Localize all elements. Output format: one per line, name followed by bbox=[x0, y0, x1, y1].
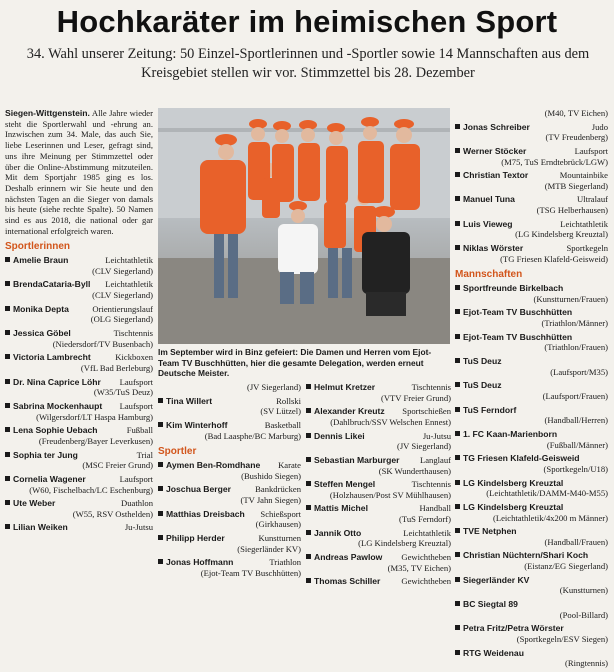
club-name: (SV Lützel) bbox=[260, 406, 301, 417]
athlete-name: Dennis Likei bbox=[306, 431, 365, 442]
sport-discipline: Laufsport bbox=[119, 473, 153, 484]
entry-headline bbox=[5, 425, 153, 436]
list-item bbox=[158, 382, 301, 393]
club-name: (Wilgersdorf/LT Haspa Hamburg) bbox=[36, 411, 153, 422]
club-name: (Niedersdorf/TV Busenbach) bbox=[52, 338, 153, 349]
entry-headline bbox=[306, 382, 451, 393]
club-name: (Fußball/Männer) bbox=[546, 439, 608, 450]
list-item bbox=[455, 170, 608, 191]
club-name: (W35/TuS Deuz) bbox=[93, 387, 153, 398]
column-lead bbox=[5, 108, 153, 536]
sport-discipline: Duathlon bbox=[121, 498, 153, 509]
list-item bbox=[455, 623, 608, 644]
club-name: (CLV Siegerland) bbox=[92, 265, 153, 276]
entry-headline bbox=[158, 557, 301, 568]
list-item bbox=[306, 576, 451, 587]
list-item bbox=[5, 304, 153, 325]
entry-headline bbox=[455, 380, 608, 391]
entry-headline bbox=[5, 304, 153, 315]
list-item bbox=[158, 396, 301, 417]
sport-discipline: Basketball bbox=[264, 419, 301, 430]
sport-discipline: Ju-Jutsu bbox=[422, 430, 451, 441]
entry-headline bbox=[455, 170, 608, 181]
club-name: (MTB Siegerland) bbox=[544, 180, 608, 191]
sport-discipline: Langlauf bbox=[419, 454, 451, 465]
photo-caption bbox=[158, 347, 450, 379]
sport-discipline: Handball bbox=[419, 503, 451, 514]
entry-headline bbox=[306, 552, 451, 563]
athlete-name: Christian Textor bbox=[455, 170, 528, 181]
sport-discipline: Leichtathletik bbox=[105, 279, 153, 290]
list-item bbox=[455, 219, 608, 240]
entry-headline bbox=[306, 455, 451, 466]
sport-discipline: Tischtennis bbox=[113, 328, 153, 339]
list-item bbox=[455, 550, 608, 571]
list-item bbox=[5, 474, 153, 495]
list-item bbox=[306, 503, 451, 524]
list-item bbox=[455, 405, 608, 426]
entry-headline bbox=[455, 243, 608, 254]
sport-discipline: Leichtathletik bbox=[105, 255, 153, 266]
list-item bbox=[5, 352, 153, 373]
athlete-name: Jessica Göbel bbox=[5, 328, 71, 339]
club-name: (M35, TV Eichen) bbox=[387, 562, 451, 573]
athlete-name: Andreas Pawlow bbox=[306, 552, 382, 563]
sportler-list bbox=[158, 460, 301, 579]
entry-headline bbox=[455, 453, 608, 464]
athlete-name: TuS Ferndorf bbox=[455, 405, 516, 416]
club-name: (M40, TV Eichen) bbox=[544, 108, 608, 118]
sport-discipline: Schießsport bbox=[260, 508, 301, 519]
list-item bbox=[455, 478, 608, 499]
club-name: (LG Kindelsberg Kreuztal) bbox=[358, 538, 451, 549]
athlete-name: TG Friesen Klafeld-Geisweid bbox=[455, 453, 580, 464]
sport-discipline: Laufsport bbox=[119, 400, 153, 411]
athlete-name: Jonas Hoffmann bbox=[158, 557, 233, 568]
club-name: (CLV Siegerland) bbox=[92, 290, 153, 301]
entry-headline bbox=[455, 429, 608, 440]
athlete-name: Victoria Lambrecht bbox=[5, 352, 91, 363]
sport-discipline: Gewichtheben bbox=[401, 576, 451, 587]
athlete-name: Ejot-Team TV Buschhütten bbox=[455, 332, 572, 343]
list-item bbox=[5, 255, 153, 276]
athlete-name: Aymen Ben-Romdhane bbox=[158, 460, 260, 471]
entry-headline bbox=[455, 283, 608, 294]
entry-headline bbox=[455, 575, 608, 586]
dateline: Siegen-Wittgenstein. bbox=[5, 108, 90, 118]
list-item bbox=[306, 479, 451, 500]
list-item bbox=[158, 460, 301, 481]
club-name: (Kunstturnen/Frauen) bbox=[533, 293, 608, 304]
entry-headline bbox=[306, 479, 451, 490]
list-item bbox=[455, 599, 608, 620]
list-item bbox=[306, 382, 451, 403]
sport-discipline: Tischtennis bbox=[411, 382, 451, 392]
sport-discipline: Leichtathletik bbox=[560, 218, 608, 229]
club-name: (TV Jahn Siegen) bbox=[240, 495, 301, 505]
sport-discipline: Orientierungslauf bbox=[92, 303, 153, 314]
sport-discipline: Kickboxen bbox=[115, 352, 153, 363]
athlete-name: Thomas Schiller bbox=[306, 576, 380, 587]
list-item bbox=[306, 406, 451, 427]
entry-headline bbox=[306, 576, 451, 587]
sport-discipline: Kunstturnen bbox=[258, 532, 301, 543]
club-name: (Dahlbruch/SSV Welschen Ennest) bbox=[330, 417, 451, 427]
sport-discipline: Leichtathletik bbox=[403, 527, 451, 538]
column-mid-right bbox=[306, 382, 451, 590]
club-name: (Eistanz/EG Siegerland) bbox=[524, 561, 608, 572]
athlete-name: Sabrina Mockenhaupt bbox=[5, 401, 102, 412]
athlete-name: Dr. Nina Caprice Löhr bbox=[5, 377, 101, 388]
entry-headline bbox=[455, 122, 608, 133]
entry-headline bbox=[455, 356, 608, 367]
caption-text: Im September wird in Binz gefeiert: Die Damen und Herren vom Ejot-Team TV Buschhütten, hier die gesamte Delegation, werden erneut Deutsche Meister. bbox=[158, 347, 432, 379]
athlete-name: Sebastian Marburger bbox=[306, 455, 399, 466]
column-right bbox=[455, 108, 608, 672]
athlete-name: Kim Winterhoff bbox=[158, 420, 228, 431]
entry-headline bbox=[306, 431, 451, 442]
athlete-name: Monika Depta bbox=[5, 304, 69, 315]
club-name: (TV Freudenberg) bbox=[545, 132, 608, 143]
entry-headline bbox=[455, 146, 608, 157]
athlete-name: Jannik Otto bbox=[306, 528, 361, 539]
sportlerinnen-list bbox=[5, 255, 153, 533]
sportler-list-right bbox=[455, 108, 608, 264]
sport-discipline: Bankdrücken bbox=[255, 484, 301, 495]
entry-headline bbox=[5, 352, 153, 363]
entry-headline bbox=[455, 478, 608, 489]
entry-headline bbox=[455, 405, 608, 416]
list-item bbox=[455, 283, 608, 304]
athlete-name: Ejot-Team TV Buschhütten bbox=[455, 307, 572, 318]
list-item bbox=[5, 328, 153, 349]
club-name: (Ejot-Team TV Buschhütten) bbox=[200, 567, 301, 578]
sport-discipline: Sportschießen bbox=[402, 406, 451, 417]
club-name: (Bad Laasphe/BC Marburg) bbox=[204, 430, 301, 441]
athlete-name: LG Kindelsberg Kreuztal bbox=[455, 478, 563, 489]
list-item bbox=[306, 552, 451, 573]
club-name: (Bushido Siegen) bbox=[241, 470, 301, 481]
column-mid-left bbox=[158, 382, 301, 581]
team-photo-illustration bbox=[158, 108, 450, 344]
club-name: (Pool-Billard) bbox=[559, 609, 608, 620]
club-name: (Triathlon/Männer) bbox=[541, 318, 608, 329]
athlete-name: TuS Deuz bbox=[455, 380, 502, 391]
sport-discipline: Tischtennis bbox=[411, 479, 451, 490]
athlete-name: LG Kindelsberg Kreuztal bbox=[455, 502, 563, 513]
sportler-list-continued bbox=[306, 382, 451, 587]
club-name: (LG Kindelsberg Kreuztal) bbox=[515, 229, 608, 240]
entry-headline bbox=[158, 396, 301, 407]
club-name: (TSG Helberhausen) bbox=[536, 205, 608, 216]
club-name: (Sportkegeln/ESV Siegen) bbox=[516, 634, 608, 645]
club-name: (JV Siegerland) bbox=[396, 441, 451, 452]
list-item bbox=[455, 122, 608, 143]
athlete-name: Luis Vieweg bbox=[455, 219, 513, 230]
entry-headline bbox=[5, 498, 153, 509]
list-item bbox=[5, 377, 153, 398]
athlete-name: Mattis Michel bbox=[306, 503, 368, 514]
entry-headline bbox=[5, 450, 153, 461]
athlete-name: Cornelia Wagener bbox=[5, 474, 86, 485]
athlete-name: Lilian Weiken bbox=[5, 522, 68, 533]
club-name: (Holzhausen/Post SV Mühlhausen) bbox=[329, 489, 451, 500]
entry-headline bbox=[455, 502, 608, 513]
athlete-name: Werner Stöcker bbox=[455, 146, 526, 157]
athlete-name: Matthias Dreisbach bbox=[158, 509, 245, 520]
entry-headline bbox=[5, 474, 153, 485]
list-item bbox=[158, 533, 301, 554]
entry-headline bbox=[5, 401, 153, 412]
list-item bbox=[158, 484, 301, 505]
athlete-name: Sportfreunde Birkelbach bbox=[455, 283, 563, 294]
list-item bbox=[158, 557, 301, 578]
lead-text: Alle Jahre wieder steht die Sportlerwahl und -ehrung an. Inzwischen zum 34. Male, das auch Sie, liebe Leserinnen und Leser, gefragt sind, uns ihre Meinung per Stimmzettel oder über die Online-Abstimmung mitzuteilen. Mit dem Sportjahr 1985 ging es los. Deshalb erinnern wir Sie heute und den nächsten Tagen an die Sieger von damals bis heute (siehe rechte Spalte). 50 Namen sind es aus 2018, die national oder gar international erfolgreich waren. bbox=[5, 108, 153, 236]
list-item bbox=[455, 108, 608, 119]
athlete-name: Sophia ter Jung bbox=[5, 450, 78, 461]
list-item bbox=[5, 401, 153, 422]
athlete-name: Joschua Berger bbox=[158, 484, 231, 495]
entry-headline bbox=[5, 279, 153, 290]
entry-headline bbox=[455, 526, 608, 537]
sport-discipline: Laufsport bbox=[119, 376, 153, 387]
athlete-name: Niklas Wörster bbox=[455, 243, 523, 254]
athlete-name: Alexander Kreutz bbox=[306, 406, 385, 417]
sport-discipline: Karate bbox=[278, 460, 301, 470]
sport-discipline: Triathlon bbox=[269, 557, 301, 568]
list-item bbox=[455, 453, 608, 474]
sport-discipline: Trial bbox=[136, 449, 153, 460]
list-item bbox=[455, 356, 608, 377]
athlete-name: Tina Willert bbox=[158, 396, 212, 407]
sport-discipline: Ultralauf bbox=[576, 194, 608, 205]
entry-headline bbox=[5, 377, 153, 388]
athlete-name: Jonas Schreiber bbox=[455, 122, 530, 133]
list-item bbox=[455, 429, 608, 450]
entry-headline bbox=[158, 484, 301, 495]
entry-headline bbox=[5, 255, 153, 266]
club-name: (TuS Ferndorf) bbox=[399, 514, 451, 525]
club-name: (Sportkegeln/U18) bbox=[543, 463, 608, 474]
list-item bbox=[455, 194, 608, 215]
sport-discipline: Gewichtheben bbox=[401, 552, 451, 563]
list-item bbox=[306, 455, 451, 476]
athlete-name: TuS Deuz bbox=[455, 356, 502, 367]
athlete-name: Lena Sophie Uebach bbox=[5, 425, 98, 436]
sportlerinnen-list-continued bbox=[158, 382, 301, 441]
list-item bbox=[158, 420, 301, 441]
athlete-name: BC Siegtal 89 bbox=[455, 599, 518, 610]
athlete-name: BrendaCataria-Byll bbox=[5, 279, 90, 290]
list-item bbox=[5, 279, 153, 300]
club-name: (TG Friesen Klafeld-Geisweid) bbox=[500, 253, 608, 264]
list-item bbox=[455, 146, 608, 167]
athlete-name: TVE Netphen bbox=[455, 526, 516, 537]
athlete-name: Christian Nüchtern/Shari Koch bbox=[455, 550, 588, 561]
club-name: (JV Siegerland) bbox=[246, 382, 301, 392]
team-photo bbox=[158, 108, 450, 344]
entry-headline bbox=[5, 522, 153, 533]
entry-headline bbox=[455, 623, 608, 634]
club-name: (Leichtathletik/DAMM-M40-M55) bbox=[486, 488, 608, 499]
list-item bbox=[455, 380, 608, 401]
club-name: (Laufsport/Frauen) bbox=[542, 391, 608, 402]
section-sportler: Sportler bbox=[158, 446, 197, 458]
entry-headline bbox=[306, 406, 451, 417]
list-item bbox=[5, 450, 153, 471]
list-item bbox=[455, 648, 608, 669]
club-name: (Siegerländer KV) bbox=[237, 543, 301, 554]
entry-headline bbox=[5, 328, 153, 339]
mannschaften-list bbox=[455, 283, 608, 669]
section-sportlerinnen: Sportlerinnen bbox=[5, 241, 71, 253]
list-item bbox=[158, 509, 301, 530]
entry-headline bbox=[455, 599, 608, 610]
entry-headline bbox=[455, 219, 608, 230]
club-name: (Laufsport/M35) bbox=[550, 366, 608, 377]
sport-discipline: Mountainbike bbox=[559, 170, 608, 181]
list-item bbox=[5, 522, 153, 533]
sport-discipline: Laufsport bbox=[574, 145, 608, 156]
club-name: (M75, TuS Erndtebrück/LGW) bbox=[501, 156, 608, 167]
sport-discipline: Rollski bbox=[276, 395, 301, 406]
entry-headline bbox=[455, 332, 608, 343]
club-name: (MSC Freier Grund) bbox=[82, 460, 153, 471]
athlete-name: 1. FC Kaan-Marienborn bbox=[455, 429, 557, 440]
athlete-name: Steffen Mengel bbox=[306, 479, 375, 490]
section-mannschaften: Mannschaften bbox=[455, 269, 523, 281]
subline: 34. Wahl unserer Zeitung: 50 Einzel-Sportlerinnen und -Sportler sowie 14 Mannschaften aus dem Kreisgebiet stellen wir vor. Stimmzettel bis 28. Dezember bbox=[26, 46, 590, 81]
entry-headline bbox=[158, 509, 301, 520]
club-name: (W55, RSV Osthelden) bbox=[72, 508, 153, 519]
entry-headline bbox=[455, 648, 608, 659]
list-item bbox=[455, 243, 608, 264]
sport-discipline: Fußball bbox=[126, 425, 153, 436]
club-name: (Handball/Frauen) bbox=[544, 536, 608, 547]
entry-headline bbox=[455, 307, 608, 318]
list-item bbox=[5, 498, 153, 519]
athlete-name: Manuel Tuna bbox=[455, 194, 515, 205]
athlete-name: Siegerländer KV bbox=[455, 575, 529, 586]
list-item bbox=[455, 575, 608, 596]
club-name: (SK Wunderthausen) bbox=[378, 465, 451, 476]
club-name: (Girkhausen) bbox=[255, 519, 301, 530]
list-item bbox=[5, 425, 153, 446]
athlete-name: Ute Weber bbox=[5, 498, 55, 509]
athlete-name: Amelie Braun bbox=[5, 255, 68, 266]
club-name: (W60, Fischelbach/LC Eschenburg) bbox=[29, 484, 153, 495]
list-item bbox=[455, 332, 608, 353]
athlete-name: RTG Weidenau bbox=[455, 648, 524, 659]
club-name: (Leichtathletik/4x200 m Männer) bbox=[492, 512, 608, 523]
entry-headline bbox=[158, 420, 301, 431]
list-item bbox=[455, 307, 608, 328]
club-name: (Freudenberg/Bayer Leverkusen) bbox=[38, 435, 153, 446]
sport-discipline: Judo bbox=[591, 121, 608, 132]
club-name: (OLG Siegerland) bbox=[90, 314, 153, 325]
athlete-name: Helmut Kretzer bbox=[306, 382, 375, 393]
entry-headline bbox=[455, 194, 608, 205]
list-item bbox=[306, 528, 451, 549]
club-name: (VTV Freier Grund) bbox=[380, 392, 451, 403]
club-name: (Handball/Herren) bbox=[544, 415, 608, 426]
entry-headline bbox=[306, 528, 451, 539]
club-name: (Kunstturnen) bbox=[559, 585, 608, 596]
list-item bbox=[455, 502, 608, 523]
athlete-name: Philipp Herder bbox=[158, 533, 225, 544]
lead-paragraph bbox=[5, 108, 153, 236]
club-name: (Triathlon/Frauen) bbox=[544, 342, 608, 353]
entry-headline bbox=[306, 503, 451, 514]
list-item bbox=[306, 431, 451, 452]
sport-discipline: Ju-Jutsu bbox=[124, 522, 153, 533]
list-item bbox=[455, 526, 608, 547]
entry-headline bbox=[455, 550, 608, 561]
headline: Hochkaräter im heimischen Sport bbox=[56, 4, 558, 39]
sport-discipline: Sportkegeln bbox=[566, 243, 608, 254]
club-name: (Ringtennis) bbox=[565, 658, 608, 669]
entry-headline bbox=[158, 533, 301, 544]
athlete-name: Petra Fritz/Petra Wörster bbox=[455, 623, 564, 634]
club-name: (VfL Bad Berleburg) bbox=[80, 363, 153, 374]
entry-headline bbox=[158, 460, 301, 471]
